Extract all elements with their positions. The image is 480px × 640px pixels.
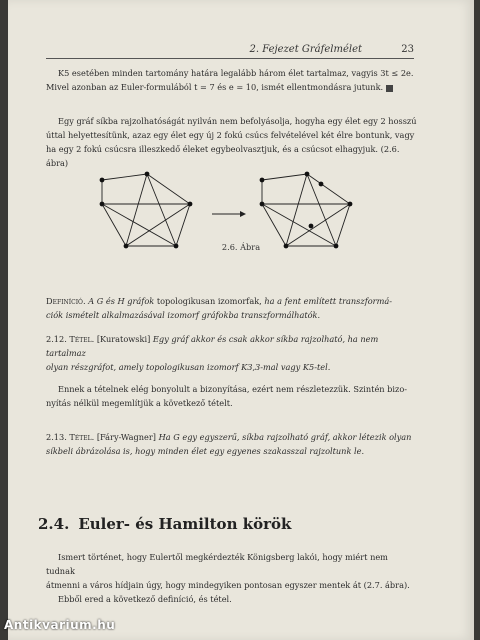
graph-edge — [102, 174, 190, 246]
graph-edge — [126, 204, 190, 246]
text-line: olyan részgráfot, amely topologikusan izomorf K3,3-mal vagy K5-tel. — [46, 362, 331, 372]
text-line: ha egy 2 fokú csúcsra illeszkedő éleket egybeolvasztjuk, és a csúcsot elhagyjuk. (2.6. ábra) — [46, 144, 400, 168]
graph-vertex — [260, 202, 265, 207]
text-line: Mivel azonban az Euler-formulából t = 7 és e = 10, ismét ellentmondásra jutunk. — [46, 80, 418, 94]
graph-vertex — [260, 178, 265, 183]
text-line: ciók ismételt alkalmazásával izomorf gráfokba transzformálhatók. — [46, 310, 321, 320]
paragraph-subdivision — [46, 114, 418, 170]
text-line: síkbeli ábrázolása is, hogy minden élet egy egyenes szakasszal rajzoltunk le. — [46, 446, 365, 456]
section-heading — [38, 515, 291, 533]
running-header — [46, 44, 414, 59]
graph-vertex — [309, 224, 314, 229]
text-line: Egy gráf síkba rajzolhatóságát nyilván nem befolyásolja, hogyha egy élet egy 2 hosszú — [58, 116, 417, 126]
section-number: 2.4. — [38, 515, 70, 533]
definition-block — [46, 294, 418, 322]
text-line: 2.12. Tétel. [Kuratowski] Egy gráf akkor és csak akkor síkba rajzolható, ha nem tartalmaz — [46, 334, 379, 358]
transform-arrow-icon — [212, 211, 246, 217]
paragraph-k5 — [46, 66, 418, 94]
graph-vertex — [100, 178, 105, 183]
graph-edge — [262, 174, 350, 246]
text-line: Ismert történet, hogy Eulertől megkérdezték Königsberg lakói, hogy miért nem tudnak — [46, 552, 388, 576]
text-line: Ebből ered a következő definíció, és tétel. — [58, 594, 232, 604]
graph-edge — [286, 174, 307, 246]
graph-vertex — [305, 172, 310, 177]
paragraph-koenigsberg — [46, 550, 418, 606]
figure-caption: 2.6. Ábra — [221, 242, 261, 252]
text-line: úttal helyettesítünk, azaz egy élet egy új 2 fokú csúcs felvételével két élre bontunk, vagy — [46, 130, 415, 140]
graph-edge — [286, 204, 350, 246]
graph-vertex — [319, 182, 324, 187]
text-line: nyítás nélkül megemlítjük a következő tételt. — [46, 398, 233, 408]
graph-vertex — [188, 202, 193, 207]
running-title: 2. Fejezet Gráfelmélet — [249, 44, 362, 55]
graph-edge — [102, 204, 176, 246]
section-title: Euler- és Hamilton körök — [78, 515, 292, 533]
text-line: átmenni a város hídjain úgy, hogy mindegyiken pontosan egyszer mentek át (2.7. ábra). — [46, 580, 410, 590]
book-page — [8, 0, 474, 640]
graph-vertex — [348, 202, 353, 207]
text-line: Definíció. A G és H gráfok topologikusan izomorfak, ha a fent említett transzformá- — [46, 296, 392, 306]
graph-edge — [126, 174, 147, 246]
graph-edge — [147, 174, 176, 246]
theorem-2-12 — [46, 332, 418, 374]
graph-left — [100, 172, 193, 249]
text-line: K5 esetében minden tartomány határa legalább három élet tartalmaz, vagyis 3t ≤ 2e. — [58, 68, 414, 78]
text-line: 2.13. Tétel. [Fáry-Wagner] Ha G egy egyszerű, síkba rajzolható gráf, akkor létezik olyan — [46, 432, 412, 442]
page-number: 23 — [401, 44, 414, 55]
text-line: Ennek a tételnek elég bonyolult a bizonyítása, ezért nem részletezzük. Szintén bizo- — [58, 384, 408, 394]
paragraph-proof-note — [46, 382, 418, 410]
theorem-2-13 — [46, 430, 418, 458]
watermark-logo: Antikvarium.hu — [4, 618, 116, 632]
graph-vertex — [100, 202, 105, 207]
graph-right — [260, 172, 353, 249]
graph-edge — [262, 204, 336, 246]
graph-vertex — [145, 172, 150, 177]
qed-square-icon — [386, 85, 393, 92]
